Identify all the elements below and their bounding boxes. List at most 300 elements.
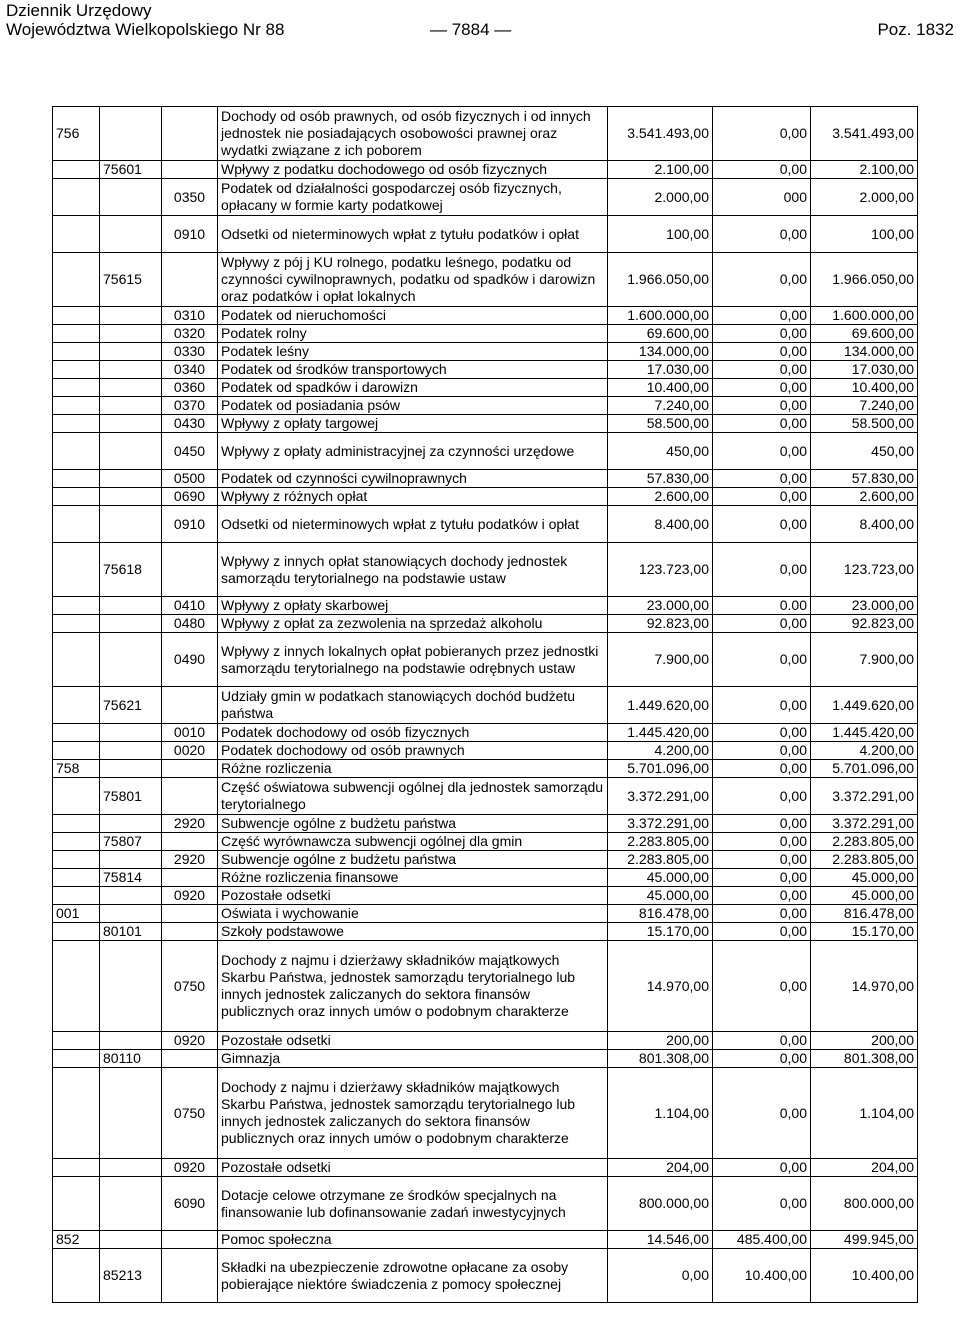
value-plan-cell: 800.000,00 xyxy=(608,1177,713,1231)
chapter-code-cell xyxy=(100,1068,162,1159)
section-code-cell: 756 xyxy=(53,107,100,161)
section-code-cell xyxy=(53,1159,100,1177)
value-after-change-cell: 57.830,00 xyxy=(811,470,918,488)
chapter-code-cell xyxy=(100,760,162,778)
value-after-change-cell: 17.030,00 xyxy=(811,361,918,379)
chapter-code-cell xyxy=(100,1177,162,1231)
value-plan-cell: 2.000,00 xyxy=(608,179,713,216)
value-after-change-cell: 3.541.493,00 xyxy=(811,107,918,161)
chapter-code-cell xyxy=(100,415,162,433)
value-after-change-cell: 3.372.291,00 xyxy=(811,815,918,833)
table-row xyxy=(53,1159,918,1177)
table-row xyxy=(53,179,918,216)
description-cell: Wpływy z opłat za zezwolenia na sprzedaż alkoholu xyxy=(218,615,608,633)
description-cell: Dochody z najmu i dzierżawy składników majątkowych Skarbu Państwa, jednostek samorządu terytorialnego lub innych jednostek zaliczanych do sektora finansów publicznych oraz innych umów o podobnym charakterze xyxy=(218,1068,608,1159)
description-cell: Podatek od posiadania psów xyxy=(218,397,608,415)
paragraph-code-cell xyxy=(162,778,218,815)
value-change-cell: 0,00 xyxy=(713,724,811,742)
section-code-cell xyxy=(53,633,100,687)
paragraph-code-cell xyxy=(162,161,218,179)
chapter-code-cell xyxy=(100,179,162,216)
section-code-cell xyxy=(53,597,100,615)
value-change-cell: 0,00 xyxy=(713,470,811,488)
paragraph-code-cell xyxy=(162,253,218,307)
value-change-cell: 0,00 xyxy=(713,488,811,506)
description-cell: Wpływy z różnych opłat xyxy=(218,488,608,506)
chapter-code-cell xyxy=(100,633,162,687)
paragraph-code-cell: 0350 xyxy=(162,179,218,216)
table-row xyxy=(53,253,918,307)
value-after-change-cell: 2.283.805,00 xyxy=(811,851,918,869)
value-change-cell: 0,00 xyxy=(713,687,811,724)
value-change-cell: 0,00 xyxy=(713,379,811,397)
value-change-cell: 0,00 xyxy=(713,742,811,760)
section-code-cell xyxy=(53,543,100,597)
table-row xyxy=(53,869,918,887)
value-after-change-cell: 10.400,00 xyxy=(811,1249,918,1303)
table-row xyxy=(53,433,918,470)
table-row xyxy=(53,379,918,397)
paragraph-code-cell xyxy=(162,923,218,941)
description-cell: Pozostałe odsetki xyxy=(218,887,608,905)
value-plan-cell: 14.970,00 xyxy=(608,941,713,1032)
section-code-cell xyxy=(53,742,100,760)
chapter-code-cell xyxy=(100,615,162,633)
table-row xyxy=(53,107,918,161)
chapter-code-cell xyxy=(100,433,162,470)
table-row xyxy=(53,307,918,325)
value-plan-cell: 1.600.000,00 xyxy=(608,307,713,325)
chapter-code-cell: 75615 xyxy=(100,253,162,307)
description-cell: Podatek dochodowy od osób prawnych xyxy=(218,742,608,760)
paragraph-code-cell xyxy=(162,1050,218,1068)
description-cell: Wpływy z innych lokalnych opłat pobieranych przez jednostki samorządu terytorialnego na podstawie odrębnych ustaw xyxy=(218,633,608,687)
section-code-cell xyxy=(53,923,100,941)
section-code-cell xyxy=(53,1050,100,1068)
chapter-code-cell xyxy=(100,724,162,742)
table-row xyxy=(53,1032,918,1050)
paragraph-code-cell: 0340 xyxy=(162,361,218,379)
section-code-cell xyxy=(53,397,100,415)
section-code-cell xyxy=(53,615,100,633)
description-cell: Część wyrównawcza subwencji ogólnej dla gmin xyxy=(218,833,608,851)
value-after-change-cell: 123.723,00 xyxy=(811,543,918,597)
chapter-code-cell xyxy=(100,887,162,905)
paragraph-code-cell: 0320 xyxy=(162,325,218,343)
table-row xyxy=(53,742,918,760)
value-change-cell: 0,00 xyxy=(713,778,811,815)
paragraph-code-cell xyxy=(162,1249,218,1303)
value-plan-cell: 801.308,00 xyxy=(608,1050,713,1068)
chapter-code-cell xyxy=(100,307,162,325)
table-row xyxy=(53,1177,918,1231)
chapter-code-cell: 75621 xyxy=(100,687,162,724)
description-cell: Podatek leśny xyxy=(218,343,608,361)
value-plan-cell: 0,00 xyxy=(608,1249,713,1303)
description-cell: Oświata i wychowanie xyxy=(218,905,608,923)
paragraph-code-cell: 0500 xyxy=(162,470,218,488)
value-after-change-cell: 1.104,00 xyxy=(811,1068,918,1159)
value-after-change-cell: 100,00 xyxy=(811,216,918,253)
value-after-change-cell: 8.400,00 xyxy=(811,506,918,543)
value-change-cell: 0,00 xyxy=(713,1177,811,1231)
paragraph-code-cell: 0430 xyxy=(162,415,218,433)
value-change-cell: 0,00 xyxy=(713,161,811,179)
description-cell: Dotacje celowe otrzymane ze środków specjalnych na finansowanie lub dofinansowanie zadań inwestycyjnych xyxy=(218,1177,608,1231)
table-row xyxy=(53,488,918,506)
section-code-cell xyxy=(53,1032,100,1050)
value-change-cell: 0,00 xyxy=(713,506,811,543)
table-row xyxy=(53,1249,918,1303)
table-row xyxy=(53,543,918,597)
value-after-change-cell: 58.500,00 xyxy=(811,415,918,433)
value-plan-cell: 816.478,00 xyxy=(608,905,713,923)
page-number: — 7884 — xyxy=(430,20,512,39)
paragraph-code-cell: 0480 xyxy=(162,615,218,633)
value-after-change-cell: 14.970,00 xyxy=(811,941,918,1032)
description-cell: Wpływy z opłaty administracyjnej za czynności urzędowe xyxy=(218,433,608,470)
description-cell: Podatek od czynności cywilnoprawnych xyxy=(218,470,608,488)
value-change-cell: 0,00 xyxy=(713,343,811,361)
value-plan-cell: 1.966.050,00 xyxy=(608,253,713,307)
chapter-code-cell xyxy=(100,815,162,833)
table-row xyxy=(53,887,918,905)
section-code-cell xyxy=(53,379,100,397)
description-cell: Udziały gmin w podatkach stanowiących dochód budżetu państwa xyxy=(218,687,608,724)
value-change-cell: 0,00 xyxy=(713,325,811,343)
section-code-cell xyxy=(53,887,100,905)
chapter-code-cell xyxy=(100,488,162,506)
description-cell: Pozostałe odsetki xyxy=(218,1032,608,1050)
description-cell: Wpływy z podatku dochodowego od osób fizycznych xyxy=(218,161,608,179)
paragraph-code-cell: 0920 xyxy=(162,1032,218,1050)
value-plan-cell: 2.283.805,00 xyxy=(608,833,713,851)
chapter-code-cell xyxy=(100,905,162,923)
value-after-change-cell: 45.000,00 xyxy=(811,869,918,887)
value-after-change-cell: 15.170,00 xyxy=(811,923,918,941)
paragraph-code-cell: 6090 xyxy=(162,1177,218,1231)
value-after-change-cell: 1.600.000,00 xyxy=(811,307,918,325)
section-code-cell xyxy=(53,307,100,325)
section-code-cell xyxy=(53,941,100,1032)
value-after-change-cell: 23.000,00 xyxy=(811,597,918,615)
section-code-cell xyxy=(53,687,100,724)
table-row xyxy=(53,851,918,869)
value-plan-cell: 2.283.805,00 xyxy=(608,851,713,869)
value-change-cell: 0,00 xyxy=(713,1068,811,1159)
table-row xyxy=(53,415,918,433)
description-cell: Podatek dochodowy od osób fizycznych xyxy=(218,724,608,742)
value-change-cell: 0,00 xyxy=(713,1032,811,1050)
paragraph-code-cell: 0920 xyxy=(162,887,218,905)
value-change-cell: 0,00 xyxy=(713,433,811,470)
table-row xyxy=(53,216,918,253)
value-plan-cell: 3.372.291,00 xyxy=(608,815,713,833)
value-plan-cell: 45.000,00 xyxy=(608,887,713,905)
paragraph-code-cell xyxy=(162,543,218,597)
value-after-change-cell: 10.400,00 xyxy=(811,379,918,397)
paragraph-code-cell: 0310 xyxy=(162,307,218,325)
table-row xyxy=(53,1068,918,1159)
value-change-cell: 485.400,00 xyxy=(713,1231,811,1249)
value-after-change-cell: 4.200,00 xyxy=(811,742,918,760)
value-plan-cell: 2.600,00 xyxy=(608,488,713,506)
value-plan-cell: 57.830,00 xyxy=(608,470,713,488)
paragraph-code-cell: 0330 xyxy=(162,343,218,361)
chapter-code-cell xyxy=(100,470,162,488)
description-cell: Wpływy z opłaty targowej xyxy=(218,415,608,433)
position-number: Poz. 1832 xyxy=(877,20,954,39)
section-code-cell xyxy=(53,179,100,216)
paragraph-code-cell xyxy=(162,760,218,778)
chapter-code-cell: 75814 xyxy=(100,869,162,887)
paragraph-code-cell: 0920 xyxy=(162,1159,218,1177)
value-plan-cell: 7.240,00 xyxy=(608,397,713,415)
value-plan-cell: 1.104,00 xyxy=(608,1068,713,1159)
value-plan-cell: 134.000,00 xyxy=(608,343,713,361)
table-row xyxy=(53,361,918,379)
page-header xyxy=(0,0,960,44)
value-plan-cell: 15.170,00 xyxy=(608,923,713,941)
value-plan-cell: 45.000,00 xyxy=(608,869,713,887)
section-code-cell xyxy=(53,253,100,307)
description-cell: Podatek od środków transportowych xyxy=(218,361,608,379)
value-plan-cell: 2.100,00 xyxy=(608,161,713,179)
section-code-cell xyxy=(53,433,100,470)
value-after-change-cell: 92.823,00 xyxy=(811,615,918,633)
chapter-code-cell xyxy=(100,325,162,343)
paragraph-code-cell: 0450 xyxy=(162,433,218,470)
paragraph-code-cell xyxy=(162,833,218,851)
value-after-change-cell: 2.283.805,00 xyxy=(811,833,918,851)
paragraph-code-cell xyxy=(162,869,218,887)
paragraph-code-cell xyxy=(162,687,218,724)
chapter-code-cell xyxy=(100,1159,162,1177)
paragraph-code-cell: 0910 xyxy=(162,216,218,253)
table-row xyxy=(53,615,918,633)
section-code-cell: 852 xyxy=(53,1231,100,1249)
section-code-cell xyxy=(53,869,100,887)
description-cell: Część oświatowa subwencji ogólnej dla jednostek samorządu terytorialnego xyxy=(218,778,608,815)
value-change-cell: 0,00 xyxy=(713,941,811,1032)
chapter-code-cell xyxy=(100,941,162,1032)
description-cell: Dochody od osób prawnych, od osób fizycznych i od innych jednostek nie posiadających osobowości prawnej oraz wydatki związane z ich poborem xyxy=(218,107,608,161)
section-code-cell xyxy=(53,488,100,506)
description-cell: Wpływy z pój j KU rolnego, podatku leśnego, podatku od czynności cywilnoprawnych, podatku od spadków i darowizn oraz podatków i opłat lokalnych xyxy=(218,253,608,307)
budget-table xyxy=(52,106,918,1303)
value-change-cell: 0,00 xyxy=(713,869,811,887)
value-after-change-cell: 450,00 xyxy=(811,433,918,470)
table-row xyxy=(53,687,918,724)
value-change-cell: 0,00 xyxy=(713,833,811,851)
value-change-cell: 0,00 xyxy=(713,107,811,161)
paragraph-code-cell: 0010 xyxy=(162,724,218,742)
value-after-change-cell: 204,00 xyxy=(811,1159,918,1177)
section-code-cell xyxy=(53,415,100,433)
chapter-code-cell xyxy=(100,107,162,161)
journal-title: Dziennik Urzędowy xyxy=(6,1,152,20)
value-plan-cell: 100,00 xyxy=(608,216,713,253)
paragraph-code-cell: 0910 xyxy=(162,506,218,543)
description-cell: Subwencje ogólne z budżetu państwa xyxy=(218,815,608,833)
value-plan-cell: 1.449.620,00 xyxy=(608,687,713,724)
table-row xyxy=(53,815,918,833)
section-code-cell xyxy=(53,851,100,869)
table-row xyxy=(53,633,918,687)
value-change-cell: 0,00 xyxy=(713,415,811,433)
value-after-change-cell: 45.000,00 xyxy=(811,887,918,905)
table-row xyxy=(53,923,918,941)
value-plan-cell: 58.500,00 xyxy=(608,415,713,433)
value-after-change-cell: 134.000,00 xyxy=(811,343,918,361)
chapter-code-cell xyxy=(100,851,162,869)
chapter-code-cell xyxy=(100,1032,162,1050)
value-plan-cell: 200,00 xyxy=(608,1032,713,1050)
table-row xyxy=(53,470,918,488)
table-row xyxy=(53,778,918,815)
section-code-cell xyxy=(53,343,100,361)
table-row xyxy=(53,325,918,343)
value-change-cell: 0,00 xyxy=(713,307,811,325)
section-code-cell xyxy=(53,1249,100,1303)
chapter-code-cell: 80110 xyxy=(100,1050,162,1068)
table-row xyxy=(53,833,918,851)
paragraph-code-cell: 2920 xyxy=(162,815,218,833)
paragraph-code-cell: 0370 xyxy=(162,397,218,415)
table-row xyxy=(53,1050,918,1068)
value-change-cell: 0,00 xyxy=(713,887,811,905)
chapter-code-cell xyxy=(100,397,162,415)
table-row xyxy=(53,343,918,361)
description-cell: Szkoły podstawowe xyxy=(218,923,608,941)
value-after-change-cell: 499.945,00 xyxy=(811,1231,918,1249)
value-plan-cell: 69.600,00 xyxy=(608,325,713,343)
description-cell: Podatek od nieruchomości xyxy=(218,307,608,325)
value-change-cell: 0,00 xyxy=(713,397,811,415)
paragraph-code-cell: 0750 xyxy=(162,1068,218,1159)
description-cell: Pomoc społeczna xyxy=(218,1231,608,1249)
description-cell: Dochody z najmu i dzierżawy składników majątkowych Skarbu Państwa, jednostek samorządu terytorialnego lub innych jednostek zaliczanych do sektora finansów publicznych oraz innych umów o podobnym charakterze xyxy=(218,941,608,1032)
table-row xyxy=(53,161,918,179)
paragraph-code-cell: 0410 xyxy=(162,597,218,615)
chapter-code-cell: 75618 xyxy=(100,543,162,597)
value-change-cell: 000 xyxy=(713,179,811,216)
description-cell: Odsetki od nieterminowych wpłat z tytułu podatków i opłat xyxy=(218,506,608,543)
value-change-cell: 0.00 xyxy=(713,597,811,615)
value-after-change-cell: 2.600,00 xyxy=(811,488,918,506)
table-row xyxy=(53,905,918,923)
section-code-cell xyxy=(53,724,100,742)
chapter-code-cell: 75801 xyxy=(100,778,162,815)
description-cell: Różne rozliczenia finansowe xyxy=(218,869,608,887)
value-plan-cell: 10.400,00 xyxy=(608,379,713,397)
value-plan-cell: 5.701.096,00 xyxy=(608,760,713,778)
table-row xyxy=(53,724,918,742)
value-after-change-cell: 3.372.291,00 xyxy=(811,778,918,815)
value-after-change-cell: 2.100,00 xyxy=(811,161,918,179)
value-change-cell: 10.400,00 xyxy=(713,1249,811,1303)
table-row xyxy=(53,1231,918,1249)
paragraph-code-cell: 0360 xyxy=(162,379,218,397)
chapter-code-cell xyxy=(100,379,162,397)
value-after-change-cell: 1.966.050,00 xyxy=(811,253,918,307)
chapter-code-cell xyxy=(100,343,162,361)
description-cell: Pozostałe odsetki xyxy=(218,1159,608,1177)
value-change-cell: 0,00 xyxy=(713,615,811,633)
description-cell: Gimnazja xyxy=(218,1050,608,1068)
value-after-change-cell: 800.000,00 xyxy=(811,1177,918,1231)
value-after-change-cell: 2.000,00 xyxy=(811,179,918,216)
value-plan-cell: 8.400,00 xyxy=(608,506,713,543)
budget-table-body xyxy=(53,107,918,1303)
paragraph-code-cell xyxy=(162,107,218,161)
value-change-cell: 0,00 xyxy=(713,361,811,379)
paragraph-code-cell: 2920 xyxy=(162,851,218,869)
section-code-cell xyxy=(53,778,100,815)
paragraph-code-cell: 0020 xyxy=(162,742,218,760)
value-plan-cell: 17.030,00 xyxy=(608,361,713,379)
value-plan-cell: 3.541.493,00 xyxy=(608,107,713,161)
section-code-cell xyxy=(53,1177,100,1231)
description-cell: Wpływy z opłaty skarbowej xyxy=(218,597,608,615)
section-code-cell: 758 xyxy=(53,760,100,778)
section-code-cell xyxy=(53,1068,100,1159)
section-code-cell xyxy=(53,361,100,379)
chapter-code-cell xyxy=(100,361,162,379)
value-change-cell: 0,00 xyxy=(713,760,811,778)
chapter-code-cell: 80101 xyxy=(100,923,162,941)
value-plan-cell: 4.200,00 xyxy=(608,742,713,760)
section-code-cell xyxy=(53,506,100,543)
table-row xyxy=(53,506,918,543)
chapter-code-cell xyxy=(100,742,162,760)
value-after-change-cell: 200,00 xyxy=(811,1032,918,1050)
value-change-cell: 0,00 xyxy=(713,1050,811,1068)
value-change-cell: 0,00 xyxy=(713,923,811,941)
chapter-code-cell: 85213 xyxy=(100,1249,162,1303)
description-cell: Podatek od spadków i darowizn xyxy=(218,379,608,397)
description-cell: Różne rozliczenia xyxy=(218,760,608,778)
value-after-change-cell: 1.445.420,00 xyxy=(811,724,918,742)
section-code-cell xyxy=(53,815,100,833)
chapter-code-cell xyxy=(100,597,162,615)
paragraph-code-cell xyxy=(162,1231,218,1249)
description-cell: Odsetki od nieterminowych wpłat z tytułu podatków i opłat xyxy=(218,216,608,253)
section-code-cell: 001 xyxy=(53,905,100,923)
value-after-change-cell: 69.600,00 xyxy=(811,325,918,343)
table-row xyxy=(53,397,918,415)
description-cell: Składki na ubezpieczenie zdrowotne opłacane za osoby pobierające niektóre świadczenia z pomocy społecznej xyxy=(218,1249,608,1303)
section-code-cell xyxy=(53,833,100,851)
value-plan-cell: 204,00 xyxy=(608,1159,713,1177)
paragraph-code-cell: 0750 xyxy=(162,941,218,1032)
chapter-code-cell: 75601 xyxy=(100,161,162,179)
value-plan-cell: 23.000,00 xyxy=(608,597,713,615)
paragraph-code-cell: 0690 xyxy=(162,488,218,506)
paragraph-code-cell: 0490 xyxy=(162,633,218,687)
value-change-cell: 0,00 xyxy=(713,633,811,687)
value-after-change-cell: 7.900,00 xyxy=(811,633,918,687)
value-after-change-cell: 7.240,00 xyxy=(811,397,918,415)
table-row xyxy=(53,597,918,615)
value-plan-cell: 123.723,00 xyxy=(608,543,713,597)
value-plan-cell: 450,00 xyxy=(608,433,713,470)
value-plan-cell: 14.546,00 xyxy=(608,1231,713,1249)
value-change-cell: 0,00 xyxy=(713,851,811,869)
value-change-cell: 0,00 xyxy=(713,253,811,307)
value-change-cell: 0,00 xyxy=(713,905,811,923)
section-code-cell xyxy=(53,470,100,488)
